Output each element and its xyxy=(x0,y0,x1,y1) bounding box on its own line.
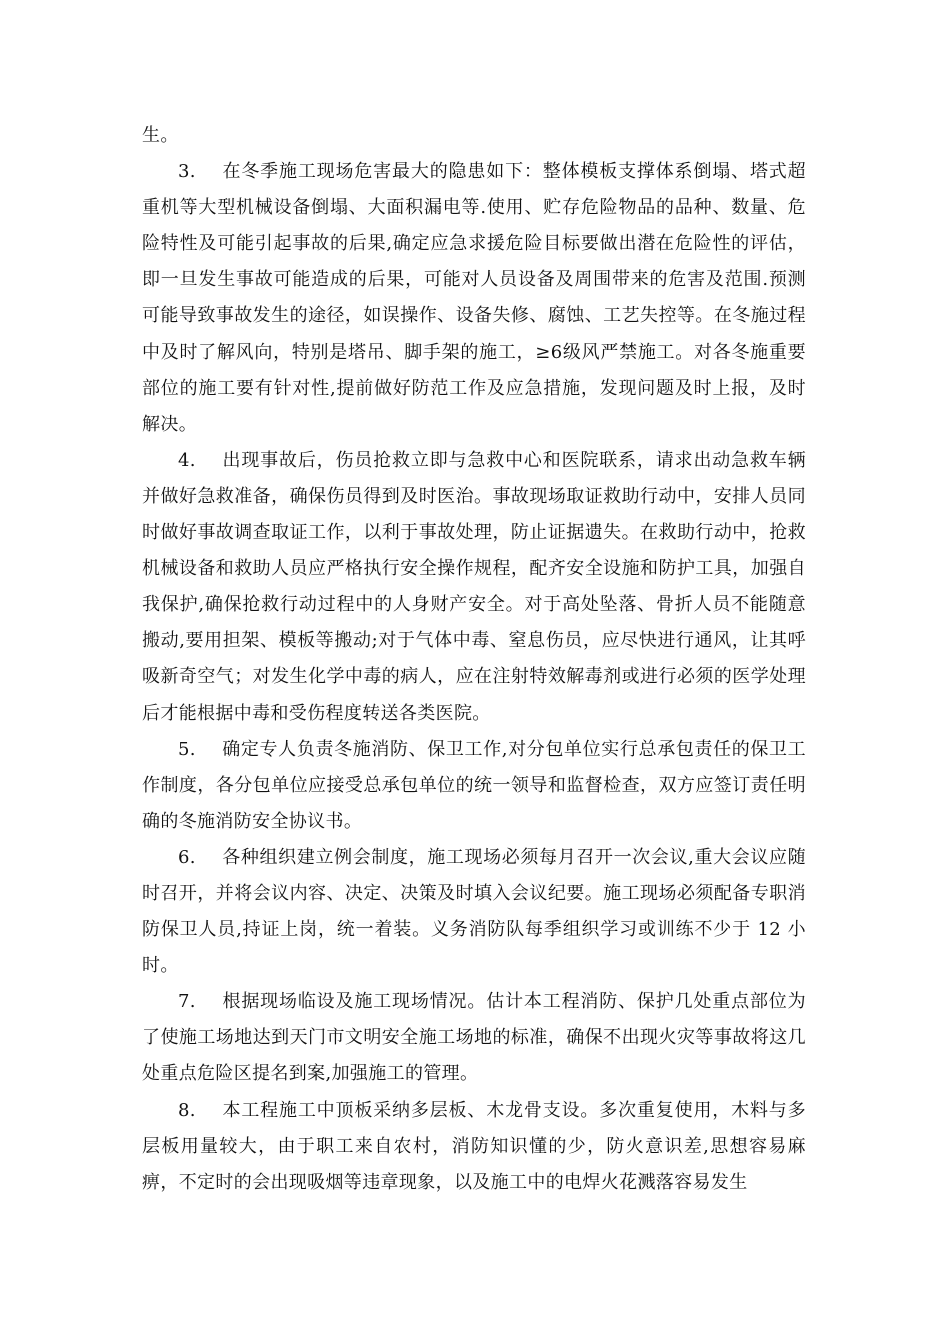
paragraph-text: 确定专人负责冬施消防、保卫工作,对分包单位实行总承包责任的保卫工作制度，各分包单位应接受总承包单位的统一领导和监督检查，双方应签订责任明确的冬施消防安全协议书。 xyxy=(142,738,806,832)
paragraph-text: 本工程施工中顶板采纳多层板、木龙骨支设。多次重复使用，木料与多层板用量较大，由于职工来自农村，消防知识懂的少，防火意识差,思想容易麻痹，不定时的会出现吸烟等违章现象，以及施工中的电焊火花溅落容易发生 xyxy=(142,1099,806,1193)
paragraph-continuation xyxy=(142,118,806,154)
paragraph-number: 3. xyxy=(178,161,196,183)
paragraph-number: 8. xyxy=(178,1099,196,1121)
paragraph-text: 在冬季施工现场危害最大的隐患如下：整体模板支撑体系倒塌、塔式超重机等大型机械设备倒塌、大面积漏电等.使用、贮存危险物品的品种、数量、危险特性及可能引起事故的后果,确定应急求援危险目标要做出潜在危险性的评估，即一旦发生事故可能造成的后果，可能对人员设备及周围带来的危害及范围.预测可能导致事故发生的途径，如误操作、设备失修、腐蚀、工艺失控等。在冬施过程中及时了解风向，特别是塔吊、脚手架的施工，≥6级风严禁施工。对各冬施重要部位的施工要有针对性,提前做好防范工作及应急措施，发现问题及时上报，及时解决。 xyxy=(142,161,806,435)
paragraph-number: 4. xyxy=(178,449,196,471)
document-body xyxy=(142,118,806,1201)
paragraph-item-4 xyxy=(142,443,806,732)
paragraph-number: 7. xyxy=(178,991,196,1013)
paragraph-number: 6. xyxy=(178,846,196,868)
paragraph-item-8 xyxy=(142,1093,806,1201)
paragraph-number: 5. xyxy=(178,738,196,760)
paragraph-text: 出现事故后，伤员抢救立即与急救中心和医院联系，请求出动急救车辆并做好急救准备，确保伤员得到及时医治。事故现场取证救助行动中，安排人员同时做好事故调查取证工作，以利于事故处理，防止证据遗失。在救助行动中，抢救机械设备和救助人员应严格执行安全操作规程，配齐安全设施和防护工具，加强自我保护,确保抢救行动过程中的人身财产安全。对于高处坠落、骨折人员不能随意搬动,要用担架、模板等搬动;对于气体中毒、窒息伤员，应尽快进行通风，让其呼吸新奇空气；对发生化学中毒的病人，应在注射特效解毒剂或进行必须的医学处理后才能根据中毒和受伤程度转送各类医院。 xyxy=(142,449,806,724)
paragraph-item-7 xyxy=(142,984,806,1092)
paragraph-item-3 xyxy=(142,154,806,443)
paragraph-text: 根据现场临设及施工现场情况。估计本工程消防、保护几处重点部位为了使施工场地达到天门市文明安全施工场地的标准，确保不出现火灾等事故将这几处重点危险区提名到案,加强施工的管理。 xyxy=(142,991,806,1085)
paragraph-text: 各种组织建立例会制度，施工现场必须每月召开一次会议,重大会议应随时召开，并将会议内容、决定、决策及时填入会议纪要。施工现场必须配备专职消防保卫人员,持证上岗，统一着装。义务消防队每季组织学习或训练不少于 12 小时。 xyxy=(142,846,806,977)
paragraph-text: 生。 xyxy=(142,125,179,146)
paragraph-item-5 xyxy=(142,732,806,840)
paragraph-item-6 xyxy=(142,840,806,984)
